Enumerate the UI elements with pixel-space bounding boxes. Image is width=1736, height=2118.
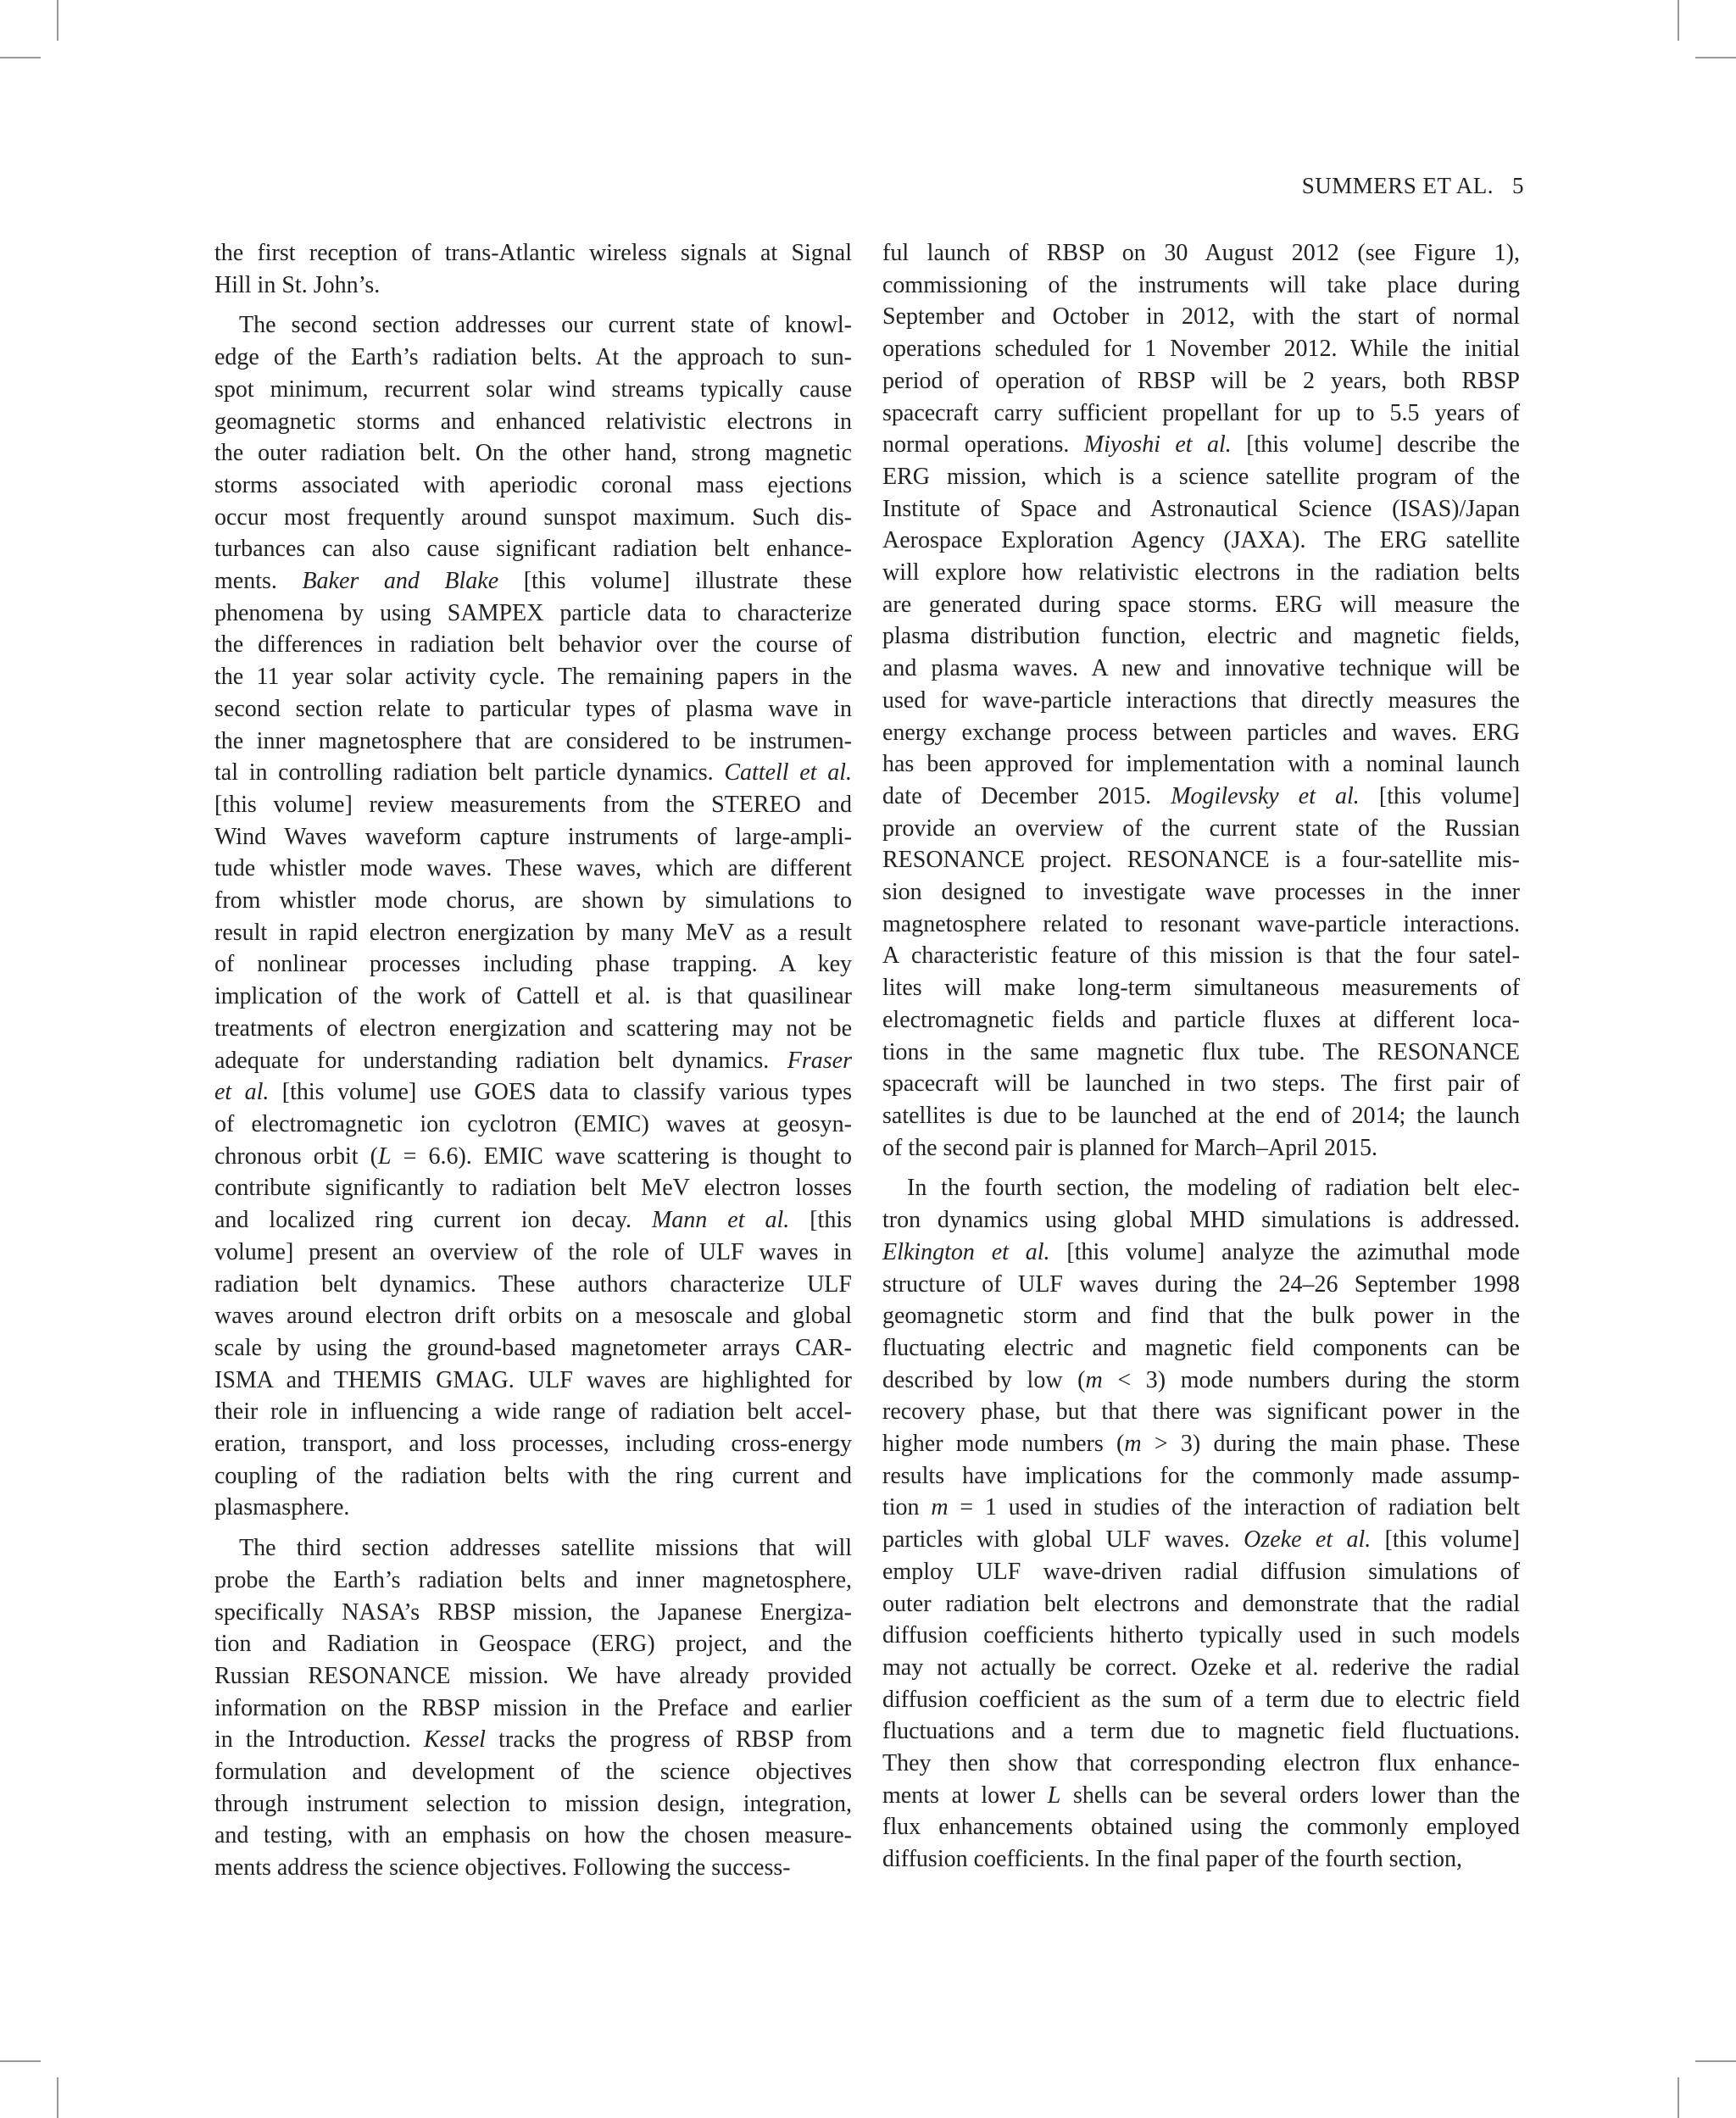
text-line: and testing, with an emphasis on how the chosen measure- xyxy=(214,1822,852,1849)
page-number: 5 xyxy=(1512,173,1524,198)
italic-citation: et al. xyxy=(214,1079,270,1106)
text-line: plasma distribution function, electric and magnetic fields, xyxy=(882,623,1520,650)
text-line: used for wave-particle interactions that directly measures the xyxy=(882,687,1520,714)
paragraph xyxy=(214,237,852,301)
text-line: Aerospace Exploration Agency (JAXA). The ERG satellite xyxy=(882,527,1520,554)
text-line: recovery phase, but that there was significant power in the xyxy=(882,1398,1520,1426)
right-text-column xyxy=(882,237,1520,1876)
text-line: their role in influencing a wide range of radiation belt accel- xyxy=(214,1398,852,1426)
text-line: commissioning of the instruments will take place during xyxy=(882,271,1520,298)
text-line: implication of the work of Cattell et al. is that quasilinear xyxy=(214,983,852,1010)
left-text-column xyxy=(214,237,852,1884)
text-line: the 11 year solar activity cycle. The remaining papers in the xyxy=(214,664,852,691)
text-line: operations scheduled for 1 November 2012. While the initial xyxy=(882,336,1520,363)
text-line: from whistler mode chorus, are shown by simulations to xyxy=(214,887,852,914)
text-line: fluctuating electric and magnetic field components can be xyxy=(882,1334,1520,1361)
text-line: electromagnetic fields and particle fluxes at different loca- xyxy=(882,1006,1520,1033)
text-line: magnetosphere related to resonant wave-particle interactions. xyxy=(882,910,1520,937)
text-line: geomagnetic storms and enhanced relativistic electrons in xyxy=(214,408,852,435)
italic-citation: Mann et al. xyxy=(651,1207,790,1234)
text-line: spot minimum, recurrent solar wind streams typically cause xyxy=(214,375,852,403)
text-line: edge of the Earth’s radiation belts. At the approach to sun- xyxy=(214,344,852,371)
text-line: diffusion coefficients hitherto typically used in such models xyxy=(882,1622,1520,1649)
crop-mark-bottom-left-horizontal xyxy=(0,2060,41,2062)
text-line: ments at lower L shells can be several orders lower than the xyxy=(882,1782,1521,1809)
text-line: normal operations. Miyoshi et al. [this volume] describe the xyxy=(882,431,1520,459)
running-header xyxy=(1302,173,1524,199)
paragraph xyxy=(214,1532,852,1884)
text-line: tion m = 1 used in studies of the interaction of radiation belt xyxy=(882,1494,1521,1521)
crop-mark-top-right-horizontal xyxy=(1695,57,1736,58)
text-line: phenomena by using SAMPEX particle data to characterize xyxy=(214,599,852,626)
text-line: plasmasphere. xyxy=(214,1494,350,1521)
running-head-authors: SUMMERS ET AL. xyxy=(1301,173,1494,198)
text-line: tions in the same magnetic flux tube. The RESONANCE xyxy=(882,1038,1520,1065)
text-line: waves around electron drift orbits on a mesoscale and global xyxy=(214,1303,852,1330)
text-line: geomagnetic storm and find that the bulk power in the xyxy=(882,1303,1520,1330)
text-line: results have implications for the commonly made assump- xyxy=(882,1462,1520,1489)
text-line: satellites is due to be launched at the end of 2014; the launch xyxy=(882,1102,1520,1129)
italic-citation: Ozeke et al. xyxy=(1244,1526,1372,1554)
text-line: described by low (m < 3) mode numbers during the storm xyxy=(882,1366,1521,1393)
crop-mark-bottom-right-vertical xyxy=(1678,2077,1679,2118)
text-line: are generated during space storms. ERG will measure the xyxy=(882,591,1520,618)
text-line: employ ULF wave-driven radial diffusion simulations of xyxy=(882,1558,1520,1585)
text-line: Russian RESONANCE mission. We have already provided xyxy=(214,1662,852,1689)
crop-mark-bottom-left-vertical xyxy=(57,2077,58,2118)
text-line: In the fourth section, the modeling of radiation belt elec- xyxy=(907,1175,1520,1202)
text-line: and plasma waves. A new and innovative technique will be xyxy=(882,655,1520,682)
text-line: the outer radiation belt. On the other hand, strong magnetic xyxy=(214,440,852,467)
text-line: outer radiation belt electrons and demonstrate that the radial xyxy=(882,1590,1520,1617)
text-line: volume] present an overview of the role of ULF waves in xyxy=(214,1238,852,1265)
text-line: radiation belt dynamics. These authors characterize ULF xyxy=(214,1270,852,1298)
text-line: the inner magnetosphere that are considered to be instrumen- xyxy=(214,727,852,754)
text-line: period of operation of RBSP will be 2 years, both RBSP xyxy=(882,367,1520,394)
text-line: turbances can also cause significant radiation belt enhance- xyxy=(214,536,852,563)
text-line: Institute of Space and Astronautical Science (ISAS)/Japan xyxy=(882,495,1520,522)
text-line: the first reception of trans-Atlantic wireless signals at Signal xyxy=(214,240,852,266)
text-line: RESONANCE project. RESONANCE is a four-satellite mis- xyxy=(882,847,1520,874)
italic-citation: L xyxy=(1047,1782,1061,1809)
crop-mark-bottom-right-horizontal xyxy=(1695,2060,1736,2062)
text-line: diffusion coefficient as the sum of a term due to electric field xyxy=(882,1686,1520,1713)
text-line: the differences in radiation belt behavior over the course of xyxy=(214,631,852,659)
italic-citation: Fraser xyxy=(787,1047,852,1074)
text-line: tude whistler mode waves. These waves, which are different xyxy=(214,855,852,882)
text-line: of the second pair is planned for March–April 2015. xyxy=(882,1134,1377,1161)
text-line: particles with global ULF waves. Ozeke et al. [this volume] xyxy=(882,1526,1520,1554)
text-line: eration, transport, and loss processes, including cross-energy xyxy=(214,1431,852,1458)
text-line: Wind Waves waveform capture instruments of large-ampli- xyxy=(214,823,852,850)
text-line: result in rapid electron energization by many MeV as a result xyxy=(214,919,852,946)
paragraph xyxy=(882,1172,1520,1875)
text-line: in the Introduction. Kessel tracks the progress of RBSP from xyxy=(214,1726,853,1754)
text-line: They then show that corresponding electron flux enhance- xyxy=(882,1750,1520,1777)
text-line: probe the Earth’s radiation belts and inner magnetosphere, xyxy=(214,1566,852,1593)
text-line: ments address the science objectives. Following the success- xyxy=(214,1854,791,1882)
italic-citation: m xyxy=(1124,1431,1142,1458)
text-line: provide an overview of the current state of the Russian xyxy=(882,814,1520,842)
italic-citation: m xyxy=(1085,1366,1103,1393)
italic-citation: Cattell et al. xyxy=(724,759,852,787)
italic-citation: Baker and Blake xyxy=(302,568,499,595)
text-line: and localized ring current ion decay. Mann et al. [this xyxy=(214,1207,853,1234)
text-line: through instrument selection to mission design, integration, xyxy=(214,1790,852,1817)
crop-mark-top-left-horizontal xyxy=(0,57,41,58)
text-line: second section relate to particular types of plasma wave in xyxy=(214,695,852,722)
text-line: tal in controlling radiation belt particle dynamics. Cattell et al. xyxy=(214,759,852,787)
text-line: spacecraft will be launched in two steps. The first pair of xyxy=(882,1070,1520,1098)
text-line: tion and Radiation in Geospace (ERG) project, and the xyxy=(214,1631,852,1658)
text-line: treatments of electron energization and scattering may not be xyxy=(214,1015,852,1042)
paragraph xyxy=(882,237,1520,1164)
text-line: higher mode numbers (m > 3) during the main phase. These xyxy=(882,1431,1521,1458)
paragraph xyxy=(214,309,852,1524)
text-line: ERG mission, which is a science satellite program of the xyxy=(882,463,1520,490)
text-line: scale by using the ground-based magnetometer arrays CAR- xyxy=(214,1334,852,1361)
text-line: fluctuations and a term due to magnetic field fluctuations. xyxy=(882,1718,1520,1745)
text-line: sion designed to investigate wave processes in the inner xyxy=(882,879,1520,906)
text-line: ments. Baker and Blake [this volume] illustrate these xyxy=(214,568,853,595)
italic-citation: Kessel xyxy=(423,1726,486,1754)
text-line: The second section addresses our current state of knowl- xyxy=(239,312,852,339)
text-line: ISMA and THEMIS GMAG. ULF waves are highlighted for xyxy=(214,1366,852,1393)
italic-citation: Mogilevsky et al. xyxy=(1171,782,1360,809)
italic-citation: L xyxy=(377,1142,392,1170)
italic-citation: Elkington et al. xyxy=(882,1238,1050,1265)
text-line: energy exchange process between particles and waves. ERG xyxy=(882,719,1520,746)
text-line: chronous orbit (L = 6.6). EMIC wave scattering is thought to xyxy=(214,1142,853,1170)
text-line: may not actually be correct. Ozeke et al. rederive the radial xyxy=(882,1654,1520,1681)
text-line: Hill in St. John’s. xyxy=(214,271,381,298)
italic-citation: m xyxy=(931,1494,949,1521)
text-line: The third section addresses satellite missions that will xyxy=(239,1535,852,1562)
text-line: [this volume] review measurements from the STEREO and xyxy=(214,791,852,818)
text-line: September and October in 2012, with the start of normal xyxy=(882,303,1520,331)
text-line: of nonlinear processes including phase trapping. A key xyxy=(214,951,852,978)
italic-citation: Miyoshi et al. xyxy=(1083,431,1232,459)
text-line: adequate for understanding radiation belt dynamics. Fraser xyxy=(214,1047,852,1074)
text-line: tron dynamics using global MHD simulations is addressed. xyxy=(882,1207,1520,1234)
text-line: coupling of the radiation belts with the ring current and xyxy=(214,1462,852,1489)
text-line: specifically NASA’s RBSP mission, the Japanese Energiza- xyxy=(214,1598,852,1626)
text-line: Elkington et al. [this volume] analyze the azimuthal mode xyxy=(882,1238,1520,1265)
text-line: lites will make long-term simultaneous measurements of xyxy=(882,975,1520,1002)
text-line: of electromagnetic ion cyclotron (EMIC) waves at geosyn- xyxy=(214,1110,852,1137)
text-line: structure of ULF waves during the 24–26 September 1998 xyxy=(882,1270,1520,1298)
text-line: storms associated with aperiodic coronal mass ejections xyxy=(214,471,852,498)
text-line: has been approved for implementation with a nominal launch xyxy=(882,751,1520,778)
text-line: et al. [this volume] use GOES data to classify various types xyxy=(214,1079,852,1106)
crop-mark-top-left-vertical xyxy=(57,0,58,41)
text-line: date of December 2015. Mogilevsky et al. [this volume] xyxy=(882,782,1521,809)
text-line: occur most frequently around sunspot maximum. Such dis- xyxy=(214,503,852,531)
text-line: diffusion coefficients. In the final paper of the fourth section, xyxy=(882,1846,1462,1873)
text-line: formulation and development of the science objectives xyxy=(214,1759,852,1786)
crop-mark-top-right-vertical xyxy=(1678,0,1679,41)
text-line: ful launch of RBSP on 30 August 2012 (see Figure 1), xyxy=(882,240,1520,266)
text-line: contribute significantly to radiation belt MeV electron losses xyxy=(214,1175,852,1202)
text-line: flux enhancements obtained using the commonly employed xyxy=(882,1814,1520,1841)
text-line: A characteristic feature of this mission is that the four satel- xyxy=(882,942,1520,970)
text-line: will explore how relativistic electrons in the radiation belts xyxy=(882,559,1520,586)
text-line: information on the RBSP mission in the Preface and earlier xyxy=(214,1694,852,1721)
text-line: spacecraft carry sufficient propellant for up to 5.5 years of xyxy=(882,399,1520,426)
